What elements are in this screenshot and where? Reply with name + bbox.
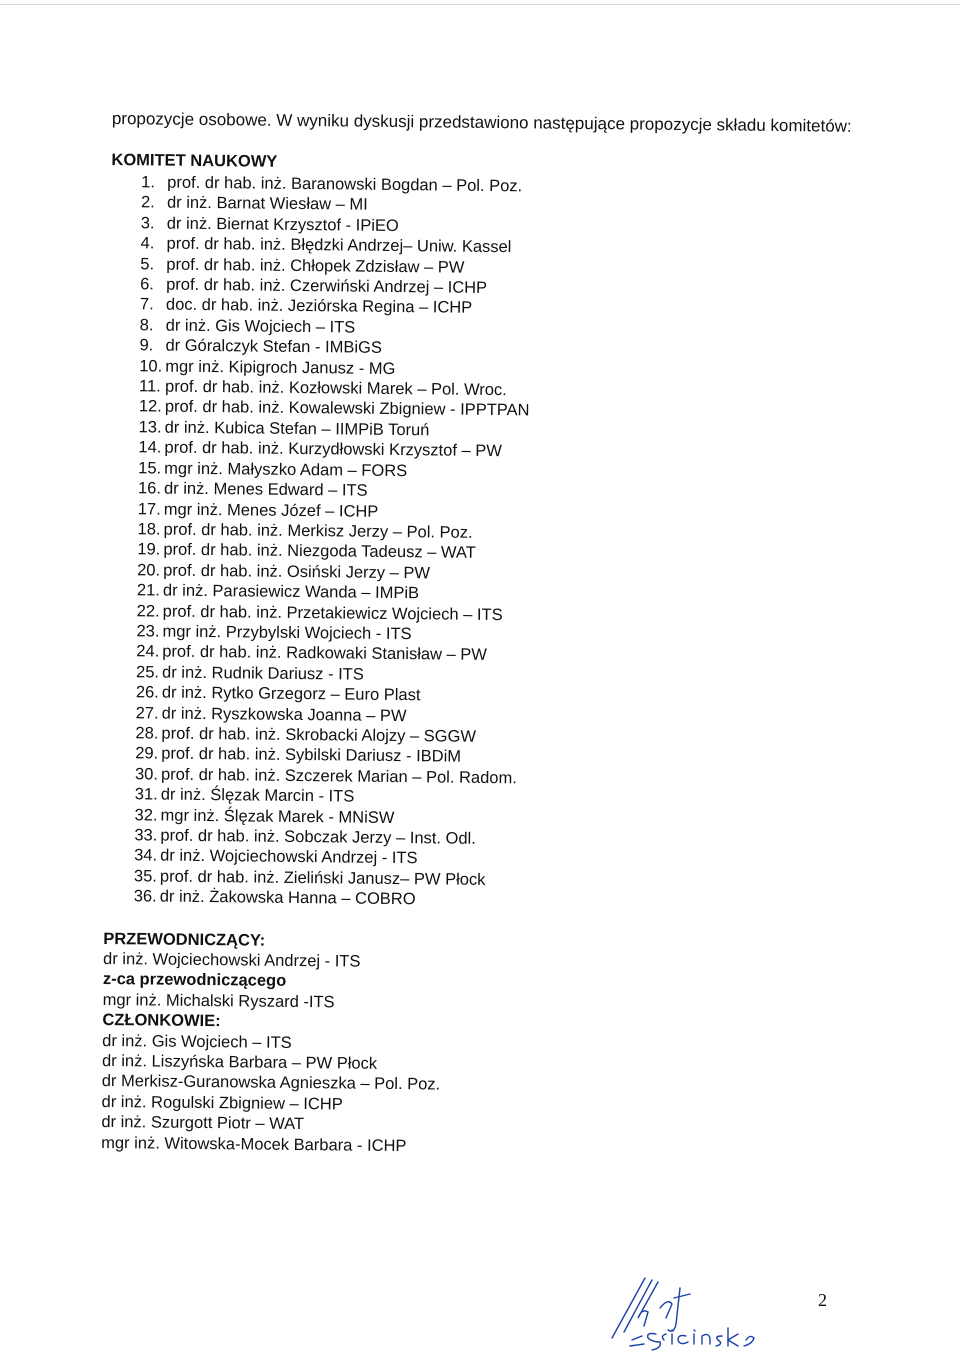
member-number: 17. (137, 499, 161, 519)
member-number: 30. (134, 765, 159, 784)
member-number: 31. (134, 785, 158, 804)
member-number: 34. (134, 846, 158, 865)
member-name: prof. dr hab. inż. Chłopek Zdzisław – PW (166, 255, 465, 277)
member-number: 7. (139, 295, 154, 314)
member-name: mgr inż. Przybylski Wojciech - ITS (162, 622, 412, 644)
member-name: prof. dr hab. inż. Czerwiński Andrzej – ICHP (166, 275, 488, 297)
member-name: dr inż. Ślęzak Marcin - ITS (160, 785, 355, 806)
members-heading: CZŁONKOWIE: (102, 1011, 221, 1031)
member-number: 8. (139, 316, 154, 335)
member-number: 22. (136, 601, 160, 621)
member-name: dr inż. Wojciechowski Andrzej - ITS (160, 846, 418, 868)
member-name: dr inż. Kubica Stefan – IIMPiB Toruń (164, 418, 430, 440)
member-number: 10. (139, 356, 163, 376)
organizing-member: dr inż. Szurgott Piotr – WAT (101, 1113, 305, 1134)
member-name: prof. dr hab. inż. Kozłowski Marek – Pol. Wroc. (164, 377, 507, 400)
member-name: prof. dr hab. inż. Skrobacki Alojzy – SGGW (161, 724, 477, 746)
member-name: mgr inż. Kipigroch Janusz - MG (165, 357, 396, 378)
member-name: dr inż. Gis Wojciech – ITS (165, 316, 356, 337)
member-name: prof. dr hab. inż. Szczerek Marian – Pol. Radom. (160, 765, 517, 788)
member-name: dr inż. Menes Edward – ITS (163, 479, 368, 500)
member-number: 36. (133, 887, 157, 906)
organizing-member: dr inż. Gis Wojciech – ITS (102, 1031, 292, 1052)
member-name: dr Góralczyk Stefan - IMBiGS (165, 336, 383, 358)
page-number: 2 (818, 1290, 827, 1310)
member-number: 6. (140, 275, 155, 294)
member-number: 2. (140, 193, 155, 212)
member-number: 13. (138, 418, 162, 437)
member-name: prof. dr hab. inż. Kurzydłowski Krzysztof – PW (164, 438, 502, 461)
member-number: 28. (135, 724, 159, 743)
member-name: dr inż. Parasiewicz Wanda – IMPiB (162, 581, 420, 603)
member-number: 26. (135, 683, 159, 702)
member-number: 9. (139, 336, 154, 355)
member-number: 5. (140, 254, 155, 274)
document-page (101, 108, 892, 1161)
member-name: dr inż. Żakowska Hanna – COBRO (159, 887, 416, 909)
member-number: 16. (137, 479, 162, 498)
committee-heading: KOMITET NAUKOWY (111, 150, 278, 171)
member-number: 29. (135, 744, 159, 763)
member-number: 14. (138, 438, 162, 457)
member-name: doc. dr hab. inż. Jeziórska Regina – ICHP (165, 296, 473, 318)
member-name: prof. dr hab. inż. Baranowski Bogdan – Pol. Poz. (167, 173, 523, 196)
organizing-member: dr inż. Rogulski Zbigniew – ICHP (101, 1092, 343, 1114)
member-number: 27. (135, 703, 159, 723)
member-name: dr inż. Rytko Grzegorz – Euro Plast (161, 683, 421, 705)
intro-paragraph: propozycje osobowe. W wyniku dyskusji przedstawiono następujące propozycje składu komitetów: (111, 108, 852, 136)
member-name: prof. dr hab. inż. Kowalewski Zbigniew - IPPTPAN (164, 398, 530, 420)
member-number: 18. (137, 520, 161, 539)
organizing-member: mgr inż. Witowska-Mocek Barbara - ICHP (101, 1133, 407, 1155)
member-name: prof. dr hab. inż. Błędzki Andrzej– Uniw. Kassel (166, 234, 512, 257)
member-name: mgr inż. Małyszko Adam – FORS (164, 459, 408, 480)
organizing-member-list (101, 1031, 882, 1162)
member-name: dr inż. Ryszkowska Joanna – PW (161, 704, 407, 725)
member-name: mgr inż. Menes Józef – ICHP (163, 500, 379, 521)
member-number: 33. (134, 826, 158, 845)
organizing-member: dr Merkisz-Guranowska Agnieszka – Pol. Poz. (101, 1072, 441, 1094)
member-number: 11. (138, 377, 161, 396)
chair-name: dr inż. Wojciechowski Andrzej - ITS (102, 949, 361, 971)
member-number: 24. (136, 642, 160, 661)
member-name: prof. dr hab. inż. Zieliński Janusz– PW Płock (159, 867, 486, 889)
member-number: 15. (138, 458, 162, 478)
member-number: 23. (136, 622, 160, 641)
member-name: prof. dr hab. inż. Merkisz Jerzy – Pol. Poz. (163, 520, 473, 542)
chair-heading: PRZEWODNICZĄCY: (103, 929, 266, 950)
organizing-member: dr inż. Liszyńska Barbara – PW Płock (101, 1052, 378, 1073)
member-name: dr inż. Barnat Wiesław – MI (166, 193, 368, 215)
member-number: 35. (133, 867, 157, 886)
member-name: prof. dr hab. inż. Przetakiewicz Wojciech – ITS (162, 602, 503, 624)
member-name: dr inż. Biernat Krzysztof - IPiEO (166, 214, 399, 235)
member-number: 25. (136, 663, 160, 682)
handwritten-signature (590, 1268, 790, 1353)
member-name: prof. dr hab. inż. Sybilski Dariusz - IBDiM (161, 744, 462, 767)
member-number: 19. (137, 540, 161, 559)
member-name: prof. dr hab. inż. Niezgoda Tadeusz – WAT (163, 540, 476, 563)
member-name: prof. dr hab. inż. Osiński Jerzy – PW (163, 561, 431, 583)
member-name: mgr inż. Ślęzak Marek - MNiSW (160, 806, 395, 827)
member-number: 32. (134, 805, 158, 825)
member-name: prof. dr hab. inż. Radkowaki Stanisław – PW (162, 642, 488, 665)
member-number: 21. (136, 581, 160, 600)
scan-edge-line (0, 4, 960, 5)
member-name: prof. dr hab. inż. Sobczak Jerzy – Inst. Odl. (160, 826, 476, 848)
member-number: 12. (138, 397, 162, 417)
member-number: 3. (140, 214, 155, 233)
member-number: 20. (137, 561, 161, 580)
member-number: 1. (141, 173, 156, 192)
vice-chair-name: mgr inż. Michalski Ryszard -ITS (102, 990, 335, 1012)
committee-member-list (104, 172, 892, 915)
organizing-committee (101, 929, 883, 1162)
member-number: 4. (140, 234, 155, 253)
vice-chair-heading: z-ca przewodniczącego (102, 970, 287, 991)
member-name: dr inż. Rudnik Dariusz - ITS (161, 663, 364, 684)
